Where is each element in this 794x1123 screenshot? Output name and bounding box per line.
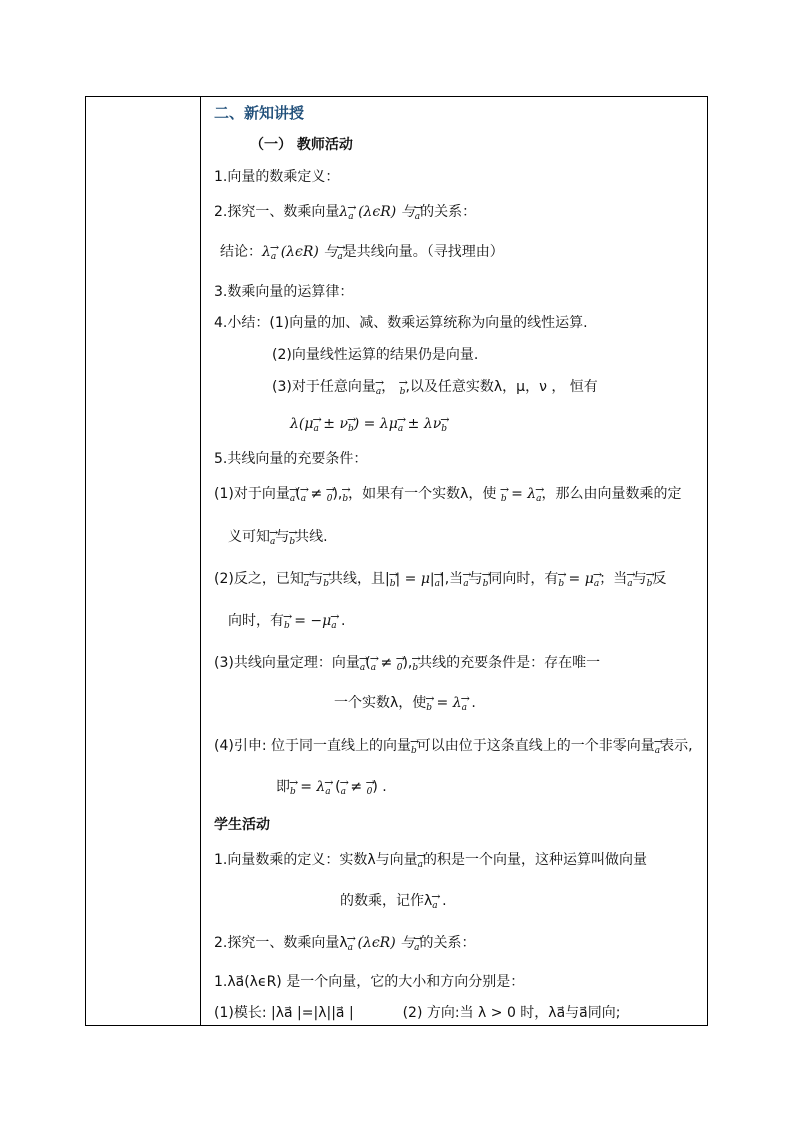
student-item-2: 2.探究一、数乘向量λ→ a (λϵR) 与→ a的关系： xyxy=(214,934,476,957)
item-5-3: (3)共线向量定理：向量→ a(→ a ≠ → 0),→ b共线的充要条件是：存在唯一 xyxy=(214,654,600,677)
item-1: 1.向量的数乘定义： xyxy=(214,169,340,185)
item-4-3: (3)对于任意向量→ a， → b,以及任意实数λ，μ，ν ， 恒有 xyxy=(272,378,598,401)
item-5-4: (4)引申: 位于同一直线上的向量→ b可以由位于这条直线上的一个非零向量→ a表示, xyxy=(214,737,693,760)
item-4: 4.小结：(1)向量的加、减、数乘运算统称为向量的线性运算. xyxy=(214,315,588,331)
item-5-4-cont: 即→ b = λ→ a (→ a ≠ → 0) . xyxy=(276,778,387,801)
item-4-2: (2)向量线性运算的结果仍是向量. xyxy=(272,347,479,363)
student-item-3: 1.λa⃗(λϵR) 是一个向量，它的大小和方向分别是： xyxy=(214,974,525,990)
item-5-2: (2)反之，已知→ a与→ b共线，且|→ b| = μ|→ a|,当→ a与→ b同向时，有→ b = μ→ a；当→ a与→ b反 xyxy=(214,570,666,593)
student-item-1: 1.向量数乘的定义：实数λ与向量→ a的积是一个向量，这种运算叫做向量 xyxy=(214,851,647,874)
item-5: 5.共线向量的充要条件： xyxy=(214,451,368,467)
student-item-1-cont: 的数乘，记作λ→ a . xyxy=(340,892,447,915)
section-title: 二、新知讲授 xyxy=(214,104,305,122)
teacher-heading: （一） 教师活动 xyxy=(250,137,353,153)
column-divider xyxy=(200,96,201,1026)
item-5-3-cont: 一个实数λ，使→ b = λ→ a . xyxy=(334,694,476,717)
conclusion: 结论：λ→ a (λϵR) 与→ a是共线向量。（寻找理由） xyxy=(220,243,504,266)
student-heading: 学生活动 xyxy=(214,817,270,833)
item-5-1-cont: 义可知→ a与→ b共线. xyxy=(228,528,328,551)
item-5-1: (1)对于向量→ a(→ a ≠ → 0),→ b，如果有一个实数λ，使 → b = λ→ a，那么由向量数乘的定 xyxy=(214,485,682,508)
formula: λ(μ→ a ± ν→ b) = λμ→ a ± λν→ b xyxy=(290,415,447,438)
student-item-4: (1)模长: |λa⃗ |=|λ||a⃗ | (2) 方向:当 λ > 0 时，λa⃗与a⃗同向; xyxy=(214,1005,621,1021)
item-3: 3.数乘向量的运算律： xyxy=(214,284,354,300)
lesson-content xyxy=(214,0,706,1123)
item-5-2-cont: 向时，有→ b = −μ→ a . xyxy=(228,612,346,635)
item-2: 2.探究一、数乘向量λ→ a (λϵR) 与→ a的关系： xyxy=(214,203,476,226)
